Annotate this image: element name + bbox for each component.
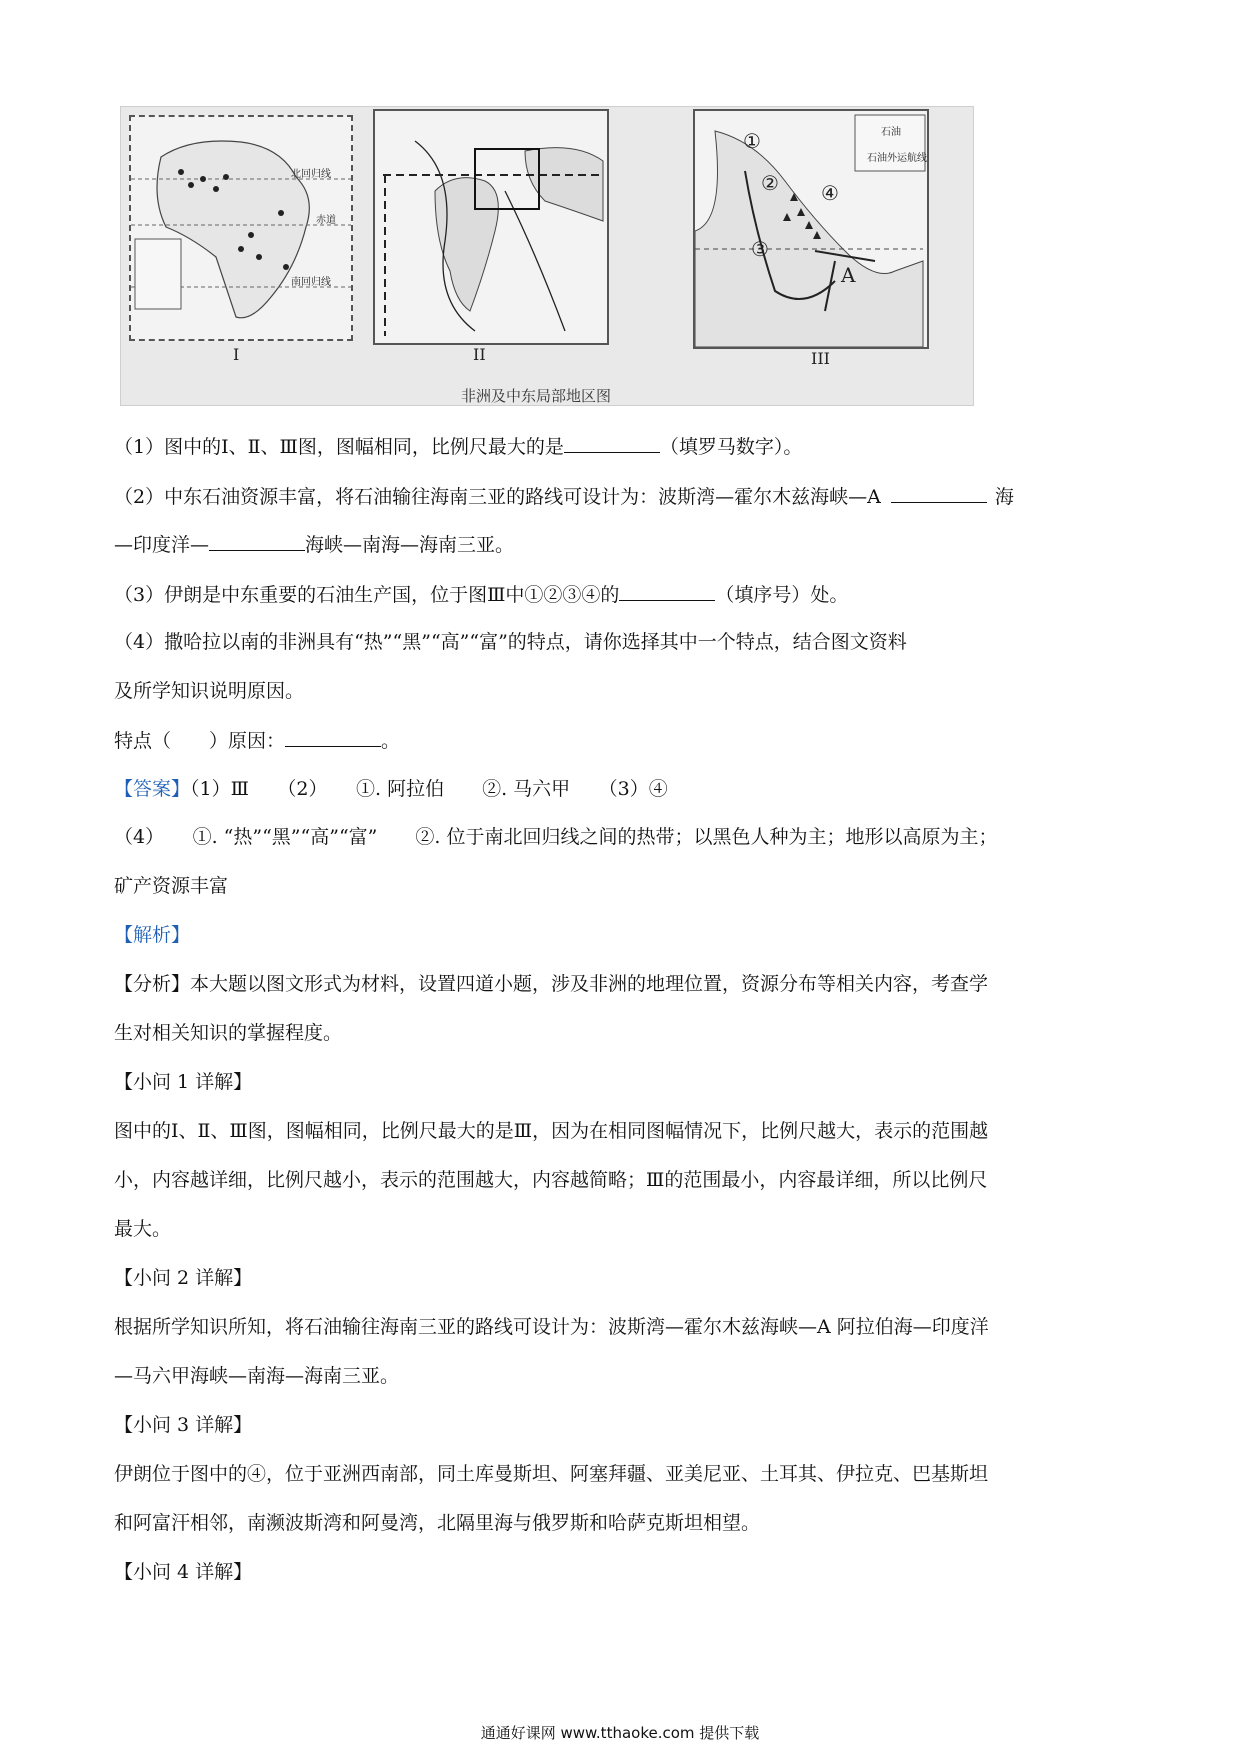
answer-tag: 【答案】 [114,778,191,800]
mark-3: ③ [751,237,769,261]
legend-oil-route-label: 石油外运航线 [867,153,927,164]
panel-2-label: II [473,345,486,364]
mark-4: ④ [821,181,839,205]
answer-line-2: （4） ①. “热”“黑”“高”“富” ②. 位于南北回归线之间的热带；以黑色人种为主；地形以高原为主； [114,826,998,848]
sub-question-4-heading: 【小问 4 详解】 [114,1561,253,1583]
analysis-fenxi-1: 【分析】本大题以图文形式为材料，设置四道小题，涉及非洲的地理位置，资源分布等相关内容，考查学 [114,973,989,995]
page-footer: 通通好课网 www.tthaoke.com 提供下载 [480,1724,760,1742]
question-4-line-1: （4）撒哈拉以南的非洲具有“热”“黑”“高”“富”的特点，请你选择其中一个特点，结合图文资料 [114,631,907,653]
figure-caption: 非洲及中东局部地区图 [461,387,612,405]
panel-3-label: III [811,349,830,368]
panel-1-label: I [233,345,240,364]
sub-question-3-heading: 【小问 3 详解】 [114,1414,253,1436]
sub-question-3-text-2: 和阿富汗相邻，南濒波斯湾和阿曼湾，北隔里海与俄罗斯和哈萨克斯坦相望。 [114,1512,761,1534]
map-panel-2 [373,109,609,345]
mark-a: A [841,263,856,287]
answer-blank-4[interactable] [285,726,381,747]
answer-blank-1[interactable] [564,432,660,453]
sub-question-2-text-2: —马六甲海峡—南海—海南三亚。 [114,1365,400,1387]
answer-line-1: 【答案】（1）Ⅲ （2） ①. 阿拉伯 ②. 马六甲 （3）④ [114,778,668,800]
question-2-line-2: —印度洋— 海峡—南海—海南三亚。 [114,530,514,559]
answer-line-3: 矿产资源丰富 [114,875,229,897]
analysis-fenxi-2: 生对相关知识的掌握程度。 [114,1022,343,1044]
question-4-line-3: 特点（ ）原因： 。 [114,726,400,755]
sub-question-2-heading: 【小问 2 详解】 [114,1267,253,1289]
sub-question-3-text-1: 伊朗位于图中的④，位于亚洲西南部，同土库曼斯坦、阿塞拜疆、亚美尼亚、土耳其、伊拉克、巴基斯坦 [114,1463,989,1485]
middle-east-map [695,111,927,347]
world-route-map [375,111,607,343]
sub-question-1-text-3: 最大。 [114,1218,172,1240]
sub-question-1-text-2: 小，内容越详细，比例尺越小，表示的范围越大，内容越简略；Ⅲ的范围最小，内容最详细，所以比例尺 [114,1169,988,1191]
answer-blank-3[interactable] [619,580,715,601]
map-panel-1 [129,115,353,341]
question-1: （1）图中的Ⅰ、Ⅱ、Ⅲ图，图幅相同，比例尺最大的是 （填罗马数字）。 [114,432,802,461]
sub-question-1-heading: 【小问 1 详解】 [114,1071,253,1093]
analysis-tag: 【解析】 [114,924,191,946]
tropic-of-capricorn-label: 南回归线 [291,277,331,288]
question-4-line-2: 及所学知识说明原因。 [114,680,305,702]
mark-2: ② [761,171,779,195]
sub-question-1-text-1: 图中的Ⅰ、Ⅱ、Ⅲ图，图幅相同，比例尺最大的是Ⅲ，因为在相同图幅情况下，比例尺越大，表示的范围越 [114,1120,989,1142]
sub-question-2-text-1: 根据所学知识所知，将石油输往海南三亚的路线可设计为：波斯湾—霍尔木兹海峡—A 阿拉伯海—印度洋 [114,1316,989,1338]
africa-map-outline [131,117,351,339]
legend-oil-label: 石油 [881,127,901,138]
question-2-line-1: （2）中东石油资源丰富，将石油输往海南三亚的路线可设计为：波斯湾—霍尔木兹海峡—A 海 [114,482,1014,511]
map-figure [120,106,974,406]
equator-label: 赤道 [316,215,336,226]
mark-1: ① [743,129,761,153]
answer-blank-2b[interactable] [209,530,305,551]
map-panel-3 [693,109,929,349]
answer-blank-2a[interactable] [891,482,987,503]
question-3: （3）伊朗是中东重要的石油生产国，位于图Ⅲ中①②③④的 （填序号）处。 [114,580,848,609]
tropic-of-cancer-label: 北回归线 [291,169,331,180]
